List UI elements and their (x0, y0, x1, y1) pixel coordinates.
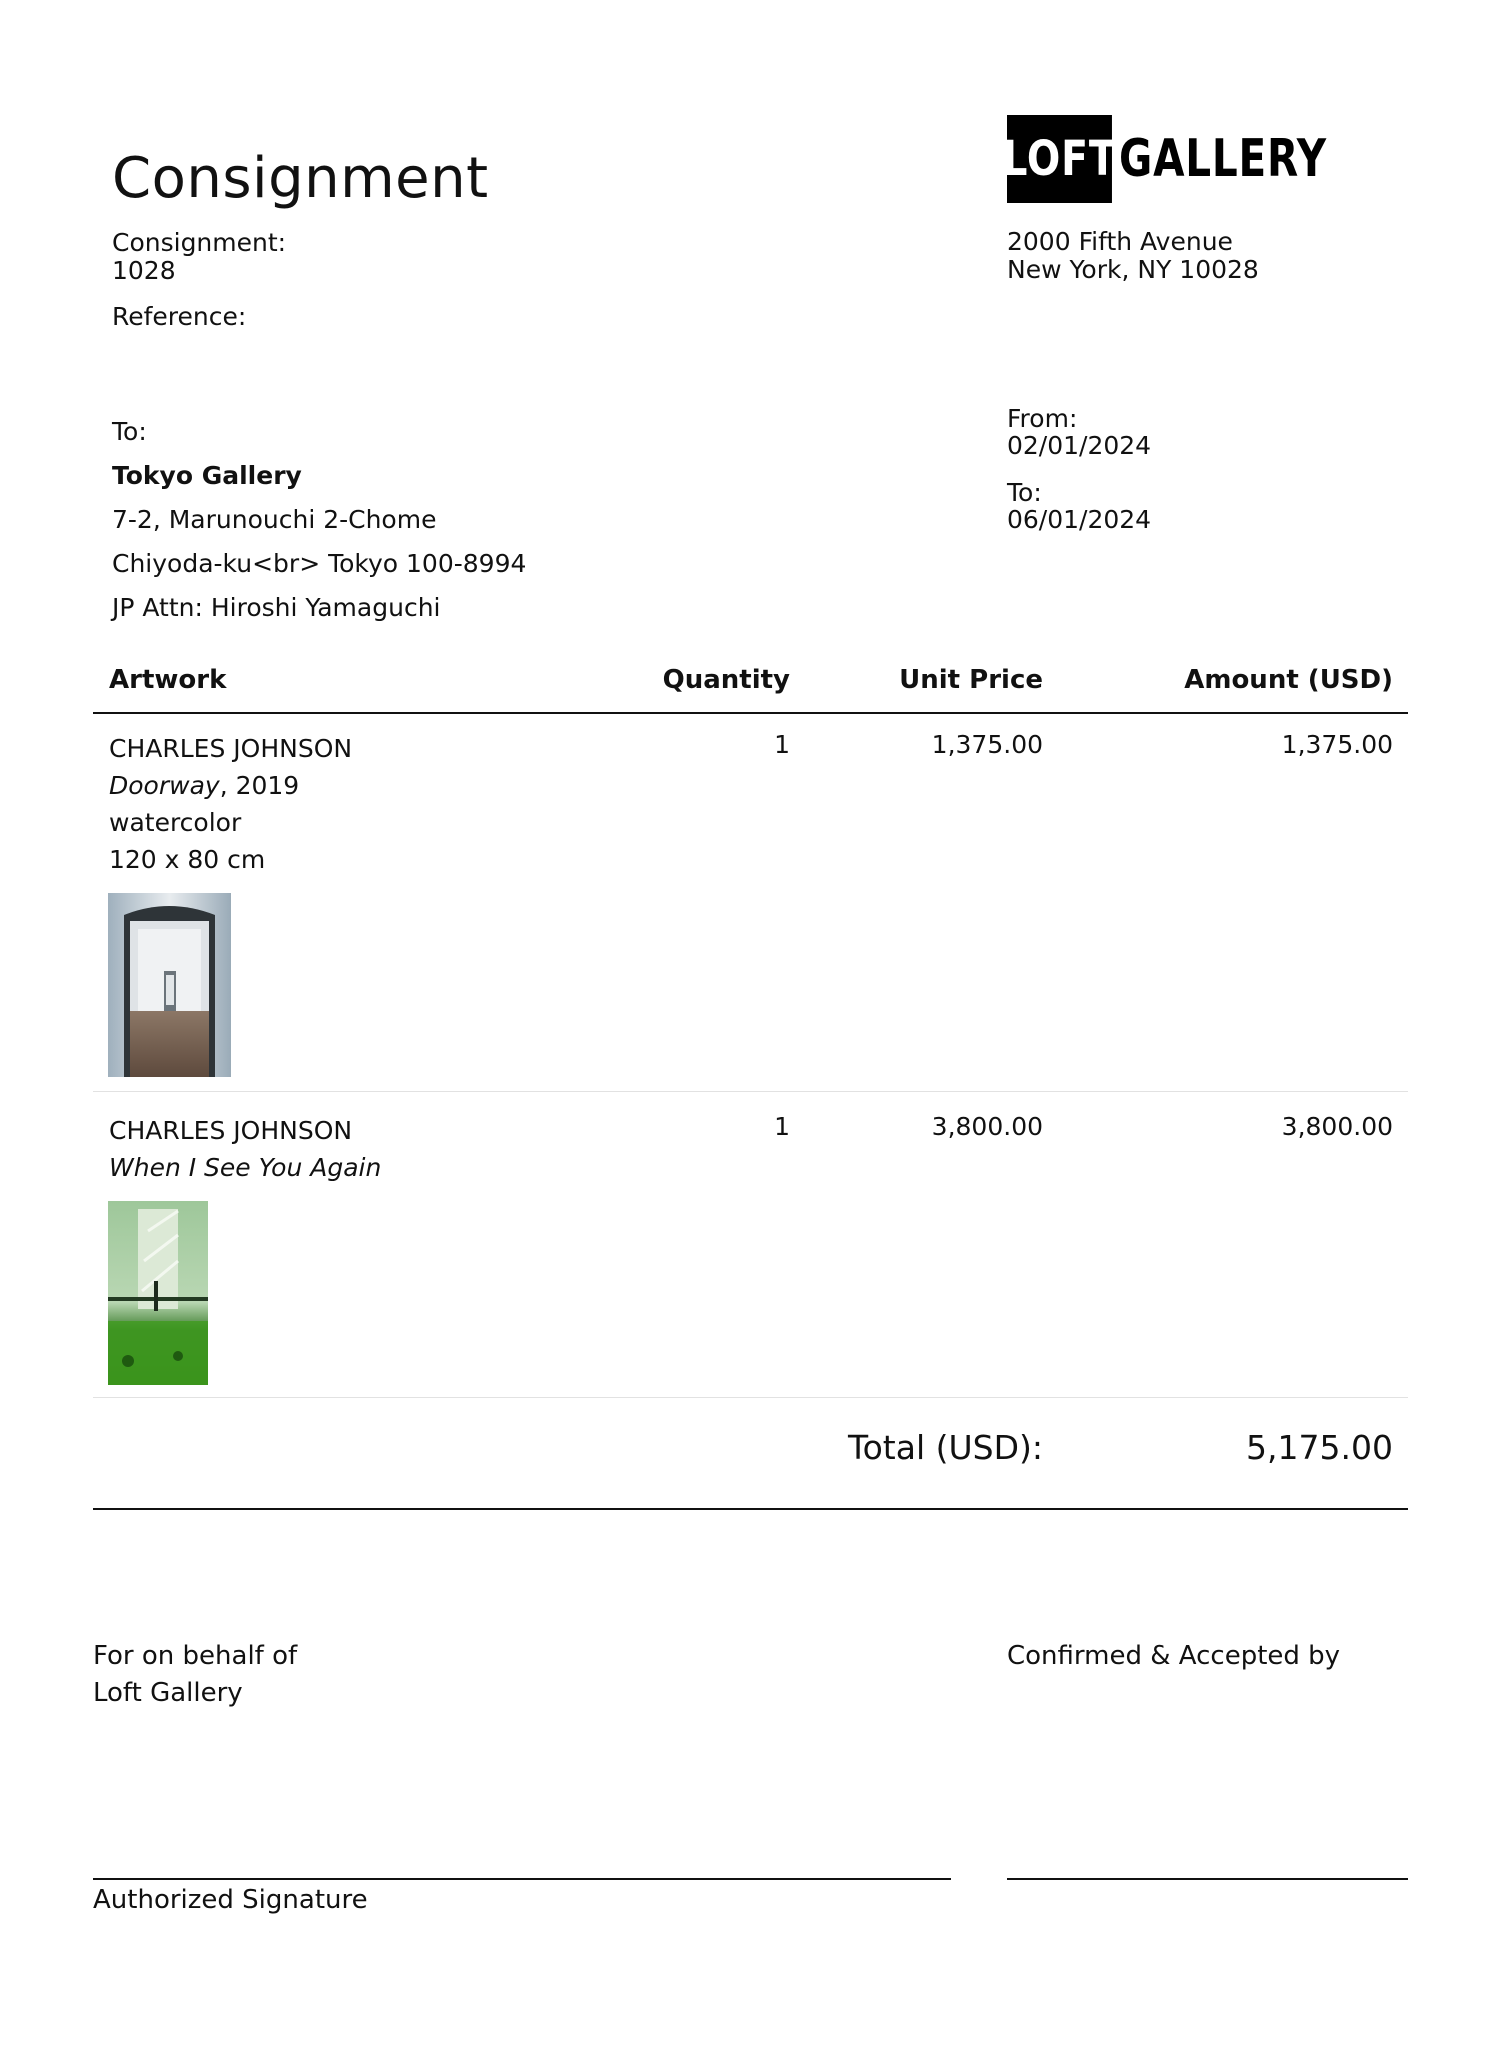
period-from-label: From: (1007, 404, 1078, 433)
recipient-block (112, 410, 526, 630)
artwork-artist: CHARLES JOHNSON (109, 734, 353, 763)
header-unit-price: Unit Price (899, 665, 1043, 695)
consignment-number: 1028 (112, 256, 176, 285)
header-rule (93, 712, 1408, 714)
logo-mark: LOFT (1007, 115, 1112, 203)
signature-right-line1: Confirmed & Accepted by (1007, 1641, 1341, 1671)
authorized-signature-line (93, 1878, 951, 1880)
recipient-name: Tokyo Gallery (112, 461, 302, 490)
header-quantity: Quantity (662, 665, 790, 695)
recipient-address-line2: Chiyoda-ku<br> Tokyo 100-8994 (112, 549, 527, 578)
green-hall-image (108, 1201, 208, 1385)
artwork-thumbnail-when-i-see-you-again (108, 1201, 208, 1385)
row-amount: 1,375.00 (1281, 730, 1393, 759)
header-amount: Amount (USD) (1184, 665, 1393, 695)
total-rule (93, 1508, 1408, 1510)
row-unit-price: 3,800.00 (931, 1112, 1043, 1141)
artwork-artist: CHARLES JOHNSON (109, 1116, 353, 1145)
row-divider (93, 1091, 1408, 1092)
total-value: 5,175.00 (1246, 1428, 1393, 1467)
period-to-date: 06/01/2024 (1007, 505, 1152, 534)
signature-left-line1: For on behalf of (93, 1641, 298, 1671)
artwork-dimensions: 120 x 80 cm (109, 845, 266, 874)
row-quantity: 1 (774, 730, 790, 759)
total-label: Total (USD): (848, 1428, 1043, 1467)
artwork-thumbnail-doorway (108, 893, 231, 1077)
consignment-label: Consignment: (112, 228, 287, 257)
gallery-address-line2: New York, NY 10028 (1007, 255, 1259, 284)
gallery-address-line1: 2000 Fifth Avenue (1007, 227, 1233, 256)
recipient-address-line1: 7-2, Marunouchi 2-Chome (112, 505, 437, 534)
recipient-to-label: To: (112, 417, 147, 446)
logo-wordmark: GALLERY (1119, 129, 1327, 189)
accepted-signature-line (1007, 1878, 1408, 1880)
gallery-logo (1002, 115, 1386, 203)
signature-left-line2: Loft Gallery (93, 1678, 243, 1708)
authorized-signature-caption: Authorized Signature (93, 1885, 368, 1915)
recipient-attention: JP Attn: Hiroshi Yamaguchi (112, 593, 441, 622)
row-amount: 3,800.00 (1281, 1112, 1393, 1141)
period-from-date: 02/01/2024 (1007, 431, 1152, 460)
doorway-image (108, 893, 231, 1077)
row-divider (93, 1397, 1408, 1398)
artwork-title: Doorway (109, 771, 220, 800)
period-to-label: To: (1007, 478, 1042, 507)
row-unit-price: 1,375.00 (931, 730, 1043, 759)
artwork-medium: watercolor (109, 808, 242, 837)
document-title: Consignment (112, 146, 489, 211)
reference-label: Reference: (112, 302, 247, 331)
artwork-title-year (109, 767, 352, 804)
artwork-year: , 2019 (219, 771, 300, 800)
header-artwork: Artwork (109, 665, 227, 695)
artwork-title: When I See You Again (109, 1153, 382, 1182)
row-quantity: 1 (774, 1112, 790, 1141)
